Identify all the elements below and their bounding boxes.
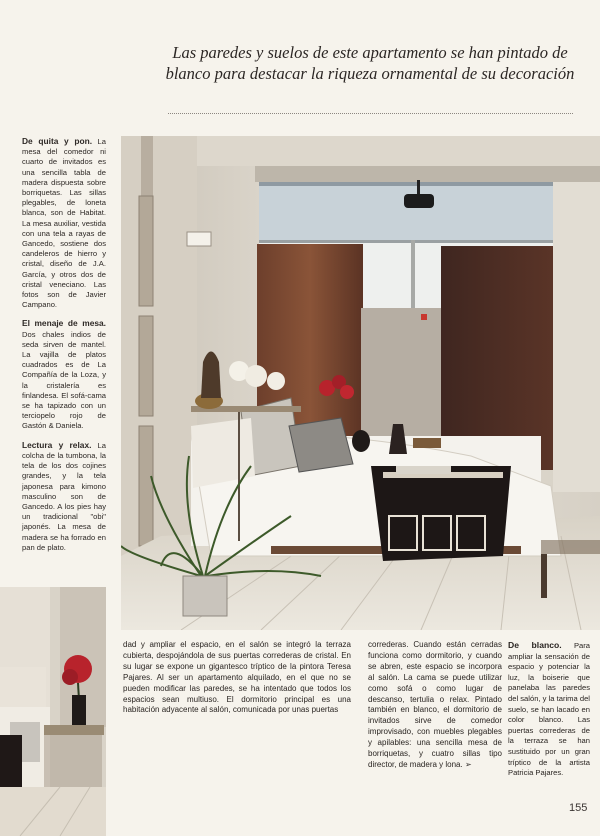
headline-rule <box>168 113 573 114</box>
caption-2-body: Dos chales indios de seda sirven de mantel. La vajilla de platos cuadrados es de La Compañía de la Loza, y la cristalería es finlandesa. El sofá-cama se ha tapizado con un terciopelo rojo de Gastón & Daniela. <box>22 329 106 431</box>
caption-3 <box>22 440 106 553</box>
caption-1-body: La mesa del comedor ni cuarto de invitados es una sencilla tabla de madera dispuesta sobre borriquetas. Las sillas plegables, de loneta blanca, son de Habitat. La mesa auxiliar, vestida con una tela a rayas de Gancedo, sostiene dos candeleros de hierro y cristal, diseño de J.A. García, y otros dos de cristal veneciano. Las fotos son de Javier Campano. <box>22 137 106 310</box>
caption-2 <box>22 318 106 431</box>
headline: Las paredes y suelos de este apartamento se han pintado de blanco para destacar la riqueza ornamental de su decoración <box>165 43 575 83</box>
page-number: 155 <box>569 802 588 814</box>
bedroom-photo <box>121 136 600 630</box>
caption-3-body: La colcha de la tumbona, la tela de los dos cojines grandes, y la tela japonesa para kimono masculino son de Gancedo. A los pies hay un tradicional "obi" japonés. La mesa de madera se ha forrado en pan de plato. <box>22 440 106 552</box>
caption-3-title: Lectura y relax. <box>22 439 92 450</box>
body-column-3 <box>508 640 590 779</box>
body-column-1: dad y ampliar el espacio, en el salón se integró la terraza cubierta, despojándola de sus puertas correderas de cristal. En su lugar se expone un gigantesco tríptico de la pintora Teresa Pajares. Al ser un apartamento alquilado, en el que no se pueden modificar las paredes, se ha intentado que todos los espacios sean multiuso. El dormitorio principal es una habitación adyacente al salón, comunicada por unas puertas <box>123 640 351 715</box>
column-3-body: Para ampliar la sensación de espacio y potenciar la luz, la boiserie que panelaba las paredes del salón, y la tarima del suelo, se han lacado en color blanco. Las puertas correderas de la terraza se han sustituido por un gran tríptico de la artista Patricia Pajares. <box>508 641 590 778</box>
caption-2-title: El menaje de mesa. <box>22 318 106 329</box>
caption-1-title: De quita y pon. <box>22 136 93 146</box>
column-3-title: De blanco. <box>508 640 562 650</box>
sidebar-captions <box>22 136 106 561</box>
living-room-photo <box>0 587 106 836</box>
body-column-2: correderas. Cuando están cerradas funciona como dormitorio, y cuando se abren, este espacio se incorpora al salón. La cama se puede utilizar como sofá o como lugar de descanso, tertulia o relax. Pintado también en blanco, el dormitorio de invitados sirve de comedor improvisado, con muebles plegables y apilables: una sencilla mesa de borriquetas, y cuatro sillas tipo director, de madera y lona. ➢ <box>368 640 502 769</box>
caption-1 <box>22 136 106 310</box>
